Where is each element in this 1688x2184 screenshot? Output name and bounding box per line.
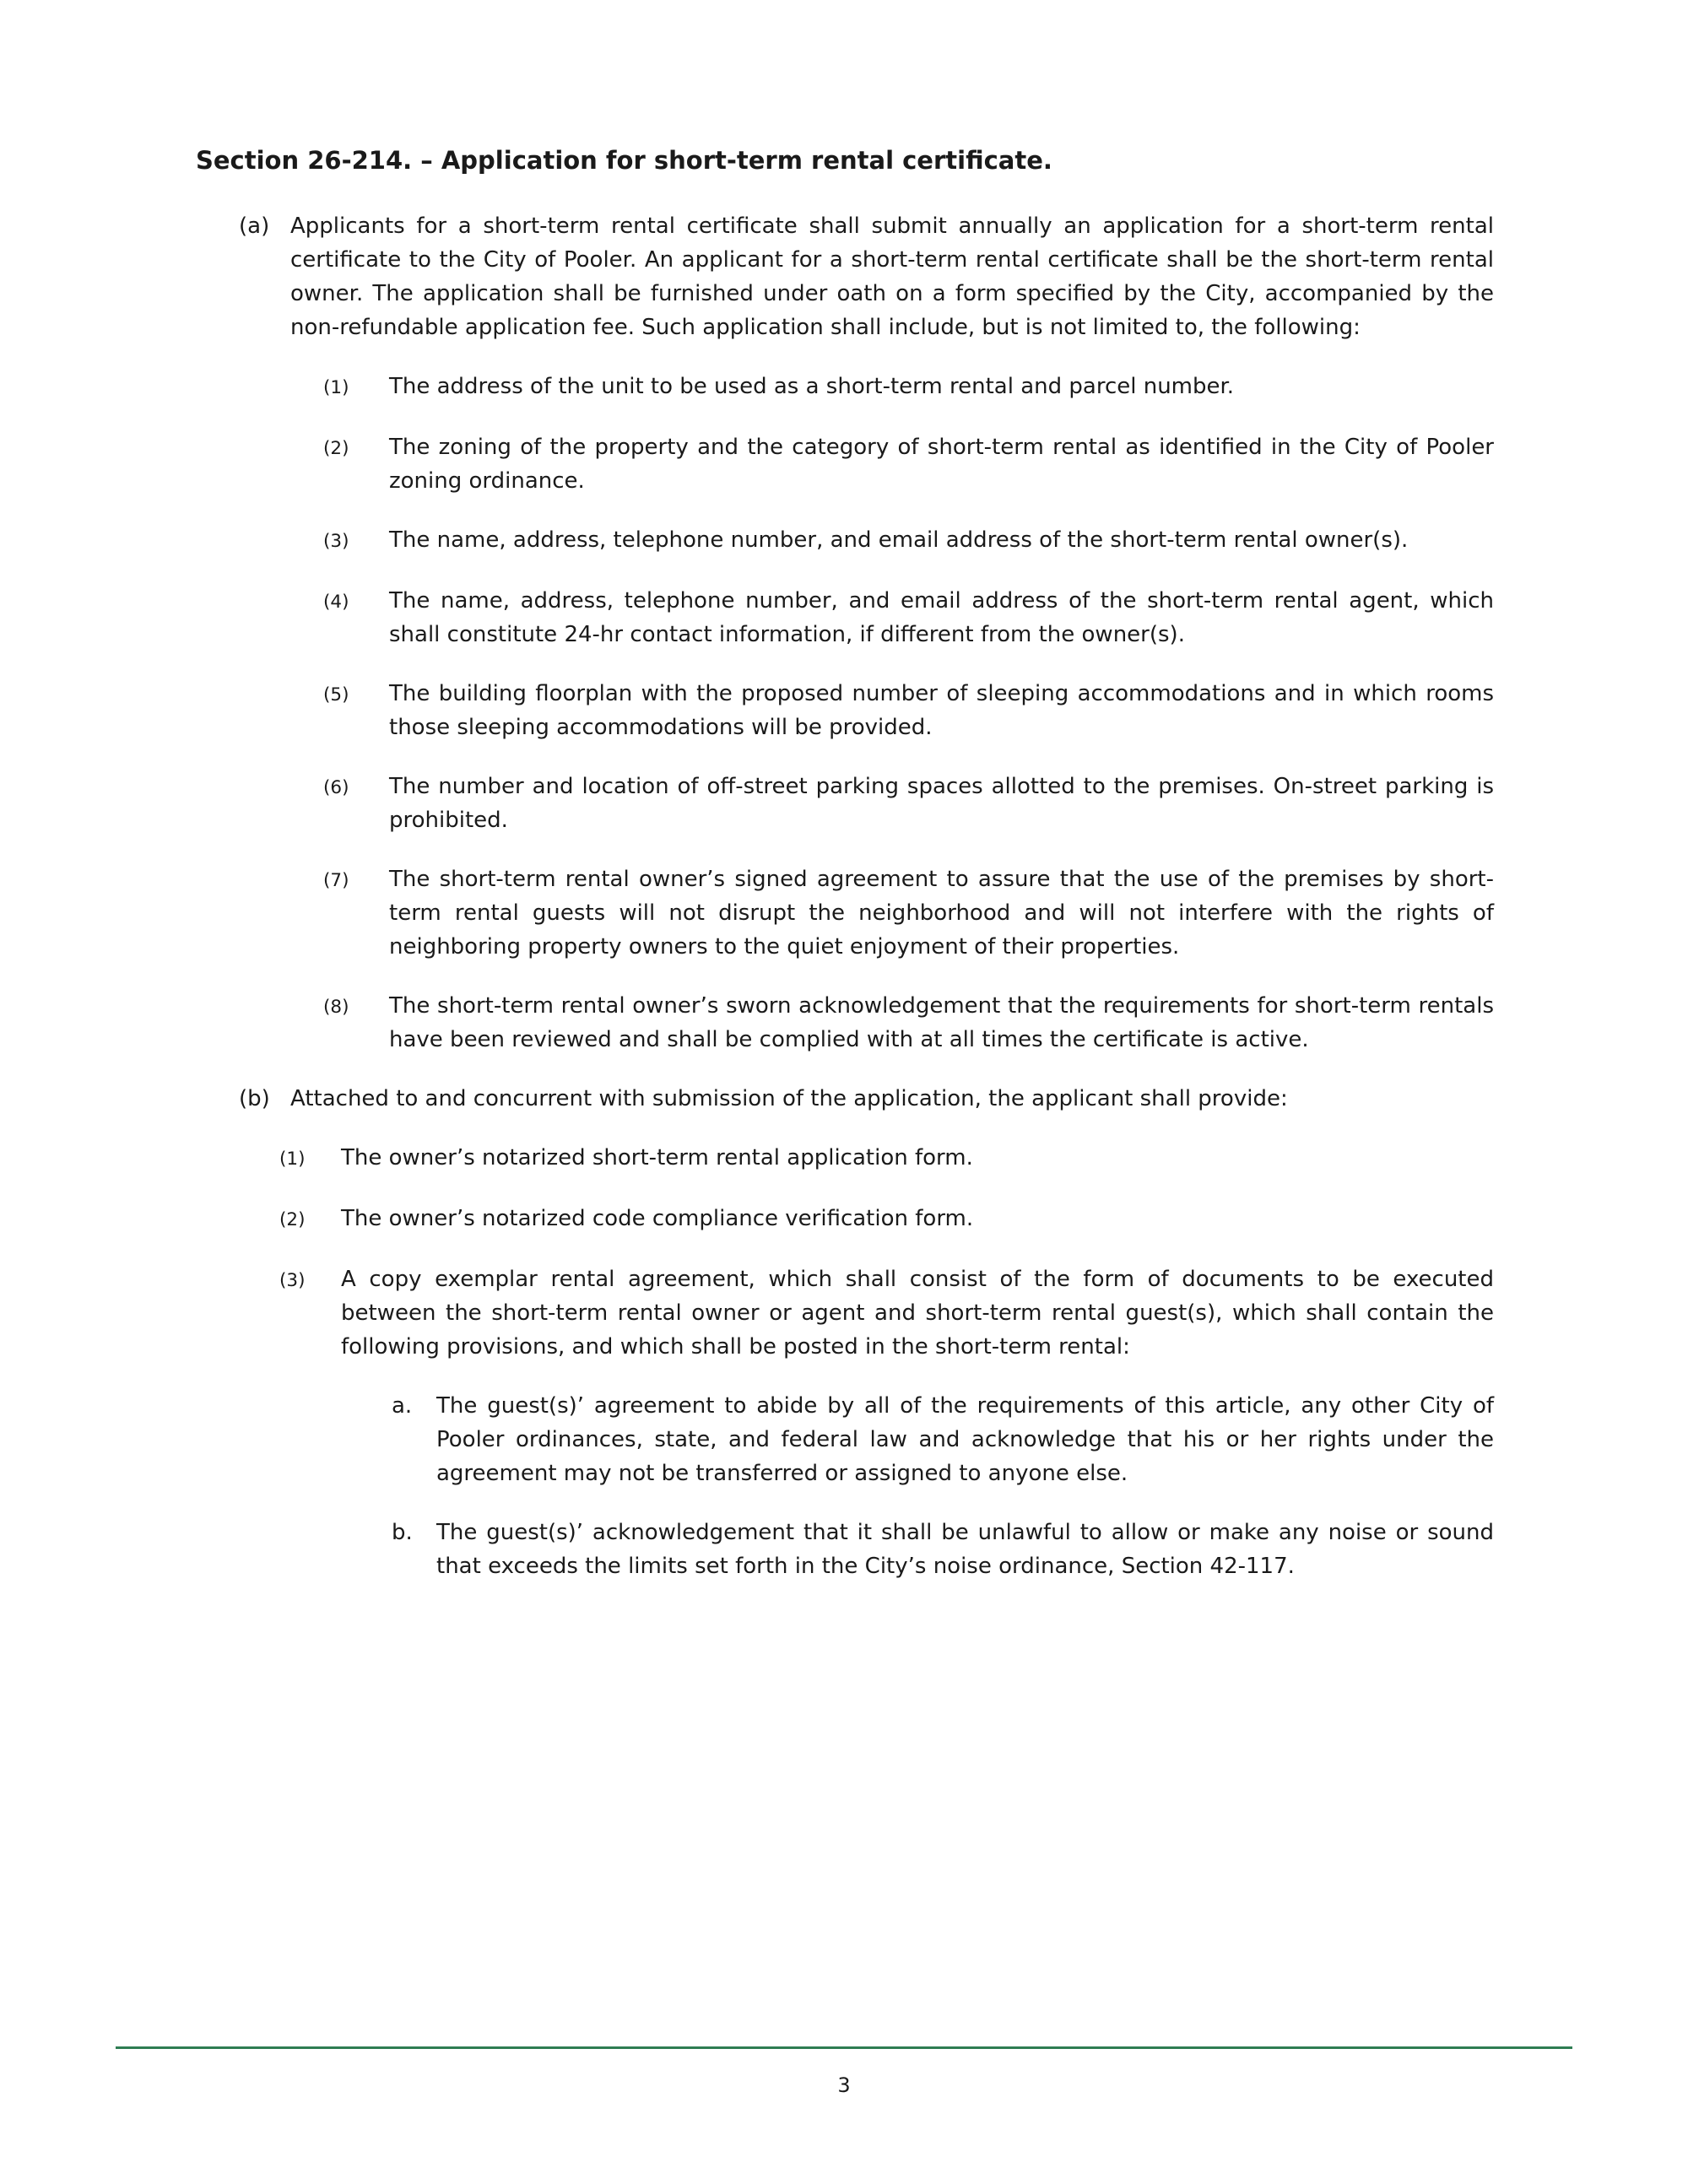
list-item-a1-text: The address of the unit to be used as a short-term rental and parcel number. — [389, 374, 1235, 399]
list-item-a8-label: (8) — [323, 997, 349, 1018]
list-item-b1 — [279, 1141, 1494, 1176]
list-item-a2 — [323, 430, 1494, 498]
footer-divider — [116, 2046, 1572, 2049]
section-title: Section 26-214. – Application for short-term rental certificate. — [196, 146, 1052, 175]
list-item-b3 — [279, 1262, 1494, 1364]
list-item-b2 — [279, 1202, 1494, 1237]
list-item-a1-label: (1) — [323, 377, 349, 398]
list-item-a5-label: (5) — [323, 684, 349, 705]
paragraph-b — [239, 1082, 1494, 1116]
list-item-b2-label: (2) — [279, 1209, 306, 1230]
list-item-a4-label: (4) — [323, 592, 349, 613]
list-item-a8 — [323, 989, 1494, 1057]
list-item-a3 — [323, 523, 1494, 559]
sub-item-b3b — [392, 1516, 1494, 1583]
list-item-a5-text: The building floorplan with the proposed number of sleeping accommodations and in which rooms those sleeping accommodations will be provided. — [389, 681, 1494, 740]
list-item-a8-text: The short-term rental owner’s sworn acknowledgement that the requirements for short-term rentals have been reviewed and shall be complied with at all times the certificate is active. — [389, 993, 1494, 1052]
sub-item-b3b-text: The guest(s)’ acknowledgement that it shall be unlawful to allow or make any noise or sound that exceeds the limits set forth in the City’s noise ordinance, Section 42-117. — [436, 1520, 1494, 1579]
list-item-a7 — [323, 862, 1494, 964]
list-item-a4-text: The name, address, telephone number, and email address of the short-term rental agent, which shall constitute 24-hr contact information, if different from the owner(s). — [389, 588, 1494, 647]
list-item-a5 — [323, 677, 1494, 744]
paragraph-b-text: Attached to and concurrent with submission of the application, the applicant shall provide: — [290, 1086, 1288, 1111]
list-item-b1-label: (1) — [279, 1149, 306, 1170]
list-item-b3-label: (3) — [279, 1270, 306, 1291]
list-item-a4 — [323, 584, 1494, 651]
paragraph-b-label: (b) — [239, 1086, 270, 1111]
list-item-b3-text: A copy exemplar rental agreement, which shall consist of the form of documents to be executed between the short-term rental owner or agent and short-term rental guest(s), which shall contain the following provisions, and which shall be posted in the short-term rental: — [341, 1267, 1494, 1360]
sub-item-b3a — [392, 1389, 1494, 1490]
list-item-a6 — [323, 770, 1494, 837]
sub-item-b3b-label: b. — [392, 1520, 413, 1545]
list-item-a3-text: The name, address, telephone number, and email address of the short-term rental owner(s). — [389, 527, 1409, 553]
list-item-b1-text: The owner’s notarized short-term rental application form. — [341, 1145, 973, 1170]
list-item-b2-text: The owner’s notarized code compliance verification form. — [341, 1206, 974, 1231]
list-item-a1 — [323, 370, 1494, 405]
sub-item-b3a-label: a. — [392, 1393, 413, 1419]
page-number: 3 — [837, 2073, 851, 2097]
paragraph-a — [239, 209, 1494, 344]
paragraph-a-label: (a) — [239, 214, 270, 239]
list-item-a6-label: (6) — [323, 777, 349, 798]
list-item-a7-text: The short-term rental owner’s signed agreement to assure that the use of the premises by short-term rental guests will not disrupt the neighborhood and will not interfere with the rights of neighboring property owners to the quiet enjoyment of their properties. — [389, 867, 1494, 960]
list-item-a6-text: The number and location of off-street parking spaces allotted to the premises. On-street parking is prohibited. — [389, 774, 1494, 833]
list-item-a2-label: (2) — [323, 438, 349, 459]
list-item-a3-label: (3) — [323, 531, 349, 552]
sub-item-b3a-text: The guest(s)’ agreement to abide by all of the requirements of this article, any other City of Pooler ordinances, state, and federal law and acknowledge that his or her rights under the agreement may not be transferred or assigned to anyone else. — [436, 1393, 1494, 1486]
paragraph-a-text: Applicants for a short-term rental certificate shall submit annually an application for a short-term rental certificate to the City of Pooler. An applicant for a short-term rental certificate shall be the short-term rental owner. The application shall be furnished under oath on a form specified by the City, accompanied by the non-refundable application fee. Such application shall include, but is not limited to, the following: — [290, 214, 1494, 340]
list-item-a2-text: The zoning of the property and the category of short-term rental as identified in the City of Pooler zoning ordinance. — [389, 435, 1494, 494]
list-item-a7-label: (7) — [323, 870, 349, 891]
